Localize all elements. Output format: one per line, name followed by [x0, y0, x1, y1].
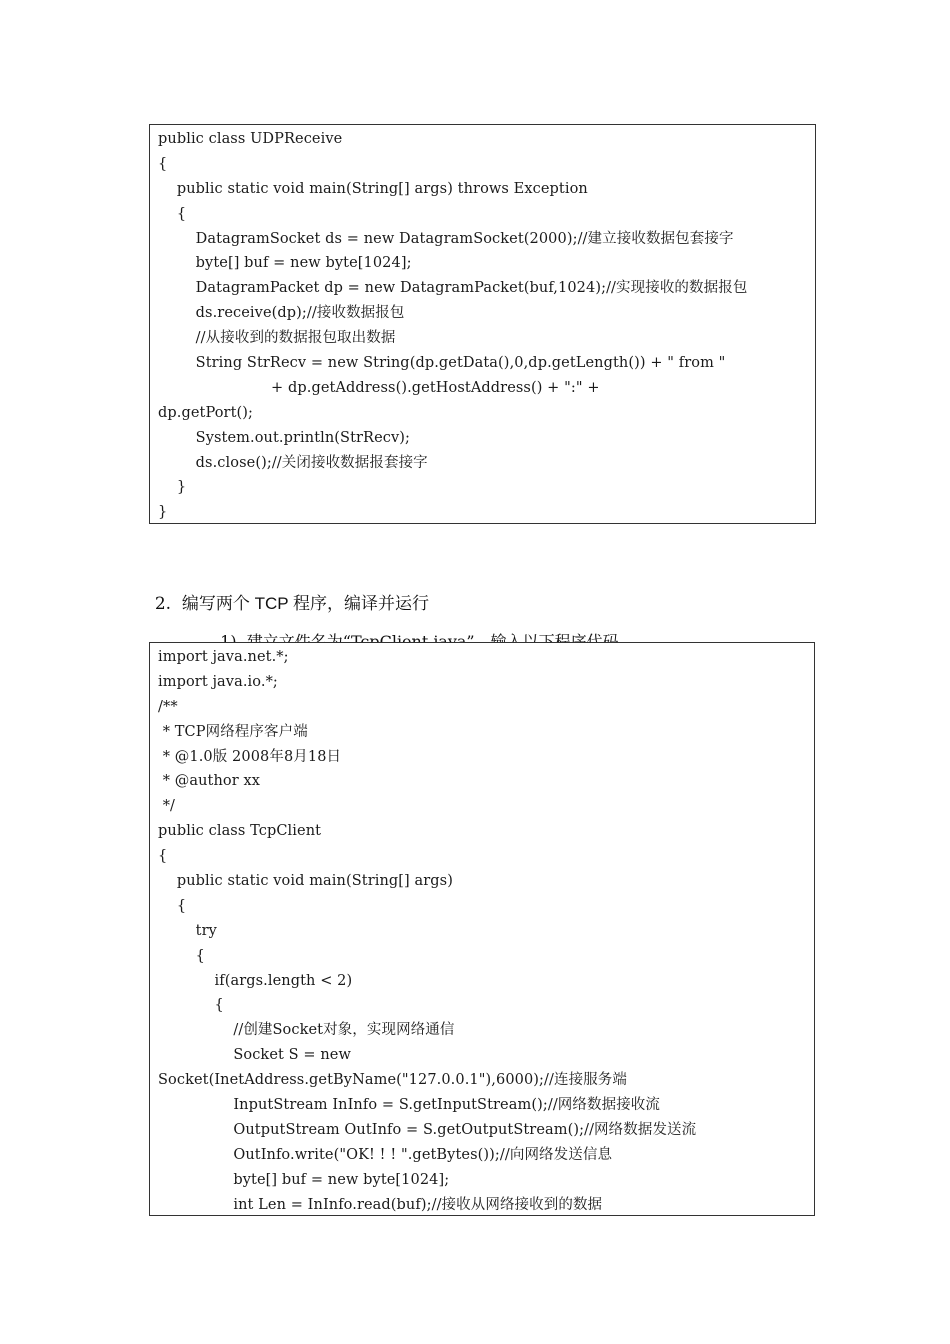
code-line: + dp.getAddress().getHostAddress() + ":" + [158, 379, 600, 396]
code-line: //创建Socket对象，实现网络通信 [158, 1022, 455, 1039]
code-line: OutputStream OutInfo = S.getOutputStream();//网络数据发送流 [158, 1121, 697, 1138]
code-line: * TCP网络程序客户端 [158, 723, 308, 740]
code-line: import java.io.*; [158, 673, 278, 690]
code-line: System.out.println(StrRecv); [158, 429, 411, 446]
code-line: //从接收到的数据报包取出数据 [158, 330, 396, 347]
code-line: { [158, 947, 205, 964]
code-line: DatagramSocket ds = new DatagramSocket(2000);//建立接收数据包套接字 [158, 230, 734, 247]
code-line: Socket S = new [158, 1047, 351, 1064]
code-line: InputStream InInfo = S.getInputStream();//网络数据接收流 [158, 1097, 660, 1114]
code-line: try [158, 922, 217, 939]
code-block-tcp-client [149, 642, 815, 1216]
code-line: public static void main(String[] args) [158, 873, 453, 890]
code-line: { [158, 997, 224, 1014]
code-lines [158, 127, 747, 525]
code-line: /** [158, 698, 178, 715]
code-line: OutInfo.write("OK! ! ! ".getBytes());//向网络发送信息 [158, 1146, 613, 1163]
code-line: DatagramPacket dp = new DatagramPacket(buf,1024);//实现接收的数据报包 [158, 280, 748, 297]
code-line: public class UDPReceive [158, 131, 343, 147]
code-line: String StrRecv = new String(dp.getData(),0,dp.getLength()) + " from " [158, 355, 726, 372]
code-line: * @author xx [158, 773, 261, 790]
code-line: public static void main(String[] args) throws Exception [158, 180, 588, 197]
code-line: * @1.0版 2008年8月18日 [158, 748, 342, 765]
section-title: 编写两个 TCP 程序，编译并运行 [181, 594, 429, 613]
code-line: { [158, 155, 168, 172]
code-line: } [158, 504, 168, 521]
section-number: 2. [154, 594, 172, 614]
code-line: import java.net.*; [158, 649, 289, 665]
code-block-udp-receive [149, 124, 816, 524]
code-line: if(args.length < 2) [158, 972, 353, 989]
code-line: } [158, 479, 187, 496]
code-line: ds.receive(dp);//接收数据报包 [158, 305, 405, 322]
code-lines [158, 645, 696, 1217]
code-line: */ [158, 798, 176, 815]
code-line: public class TcpClient [158, 823, 322, 840]
code-line: dp.getPort(); [158, 404, 254, 421]
code-line: int Len = InInfo.read(buf);//接收从网络接收到的数据 [158, 1196, 603, 1213]
code-line: { [158, 848, 168, 865]
code-line: byte[] buf = new byte[1024]; [158, 255, 412, 272]
code-line: Socket(InetAddress.getByName("127.0.0.1"),6000);//连接服务端 [158, 1072, 628, 1089]
code-line: ds.close();//关闭接收数据报套接字 [158, 454, 428, 471]
code-line: { [158, 897, 187, 914]
code-line: byte[] buf = new byte[1024]; [158, 1171, 450, 1188]
code-line: { [158, 205, 187, 222]
